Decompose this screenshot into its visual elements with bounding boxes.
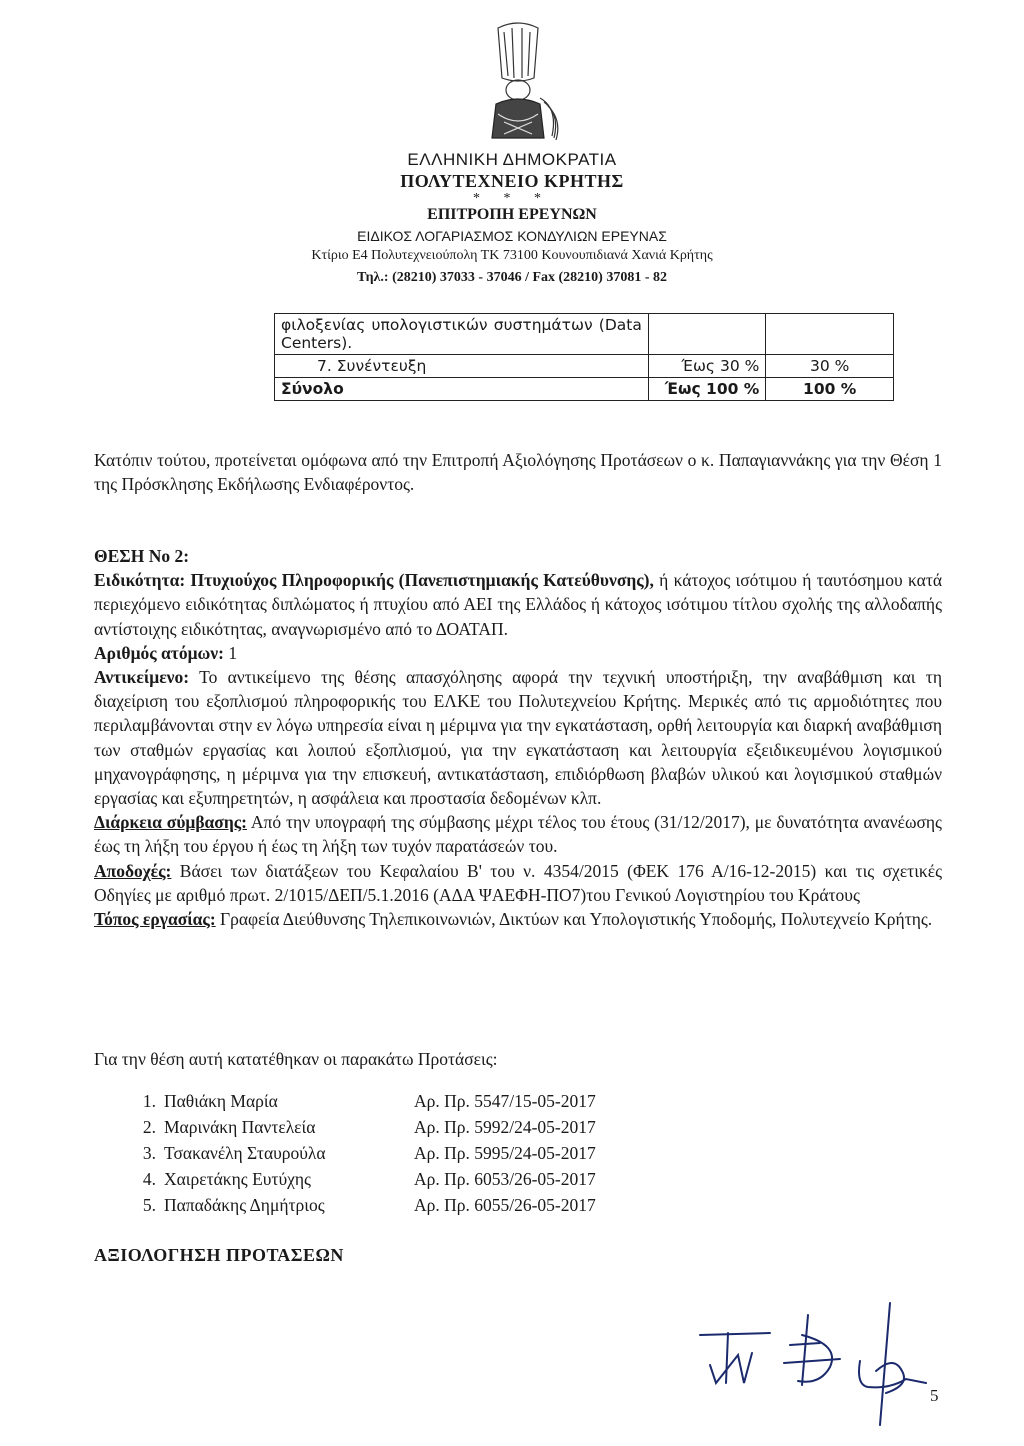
proposal-name: Τσακανέλη Σταυρούλα (164, 1143, 326, 1163)
table-cell (766, 314, 894, 355)
position-title: ΘΕΣΗ Νο 2: (94, 546, 190, 566)
table-row (275, 378, 894, 401)
proposal-name: Χαιρετάκης Ευτύχης (164, 1169, 311, 1189)
table-row (275, 355, 894, 378)
conclusion-text: Κατόπιν τούτου, προτείνεται ομόφωνα από την Επιτροπή Αξιολόγησης Προτάσεων ο κ. Παπαγιαννάκης για την Θέση 1 της Πρόσκλησης Εκδήλωσης Ενδιαφέροντος. (94, 450, 942, 495)
proposals-intro: Για την θέση αυτή κατατέθηκαν οι παρακάτω Προτάσεις: (94, 1049, 498, 1069)
table-cell: 100 % (766, 378, 894, 401)
proposal-ref: Αρ. Πρ. 6055/26-05-2017 (414, 1195, 596, 1215)
header-committee: ΕΠΙΤΡΟΠΗ ΕΡΕΥΝΩΝ (427, 206, 597, 223)
table-cell: Σύνολο (275, 378, 649, 401)
object-value: Το αντικείμενο της θέσης απασχόλησης αφορά την τεχνική υποστήριξη, την αναβάθμιση και τη διαχείριση του εξοπλισμού πληροφορικής του ΕΛΚΕ του Πολυτεχνείου Κρήτης. Μερικές από τις αρμοδιότητες που περιλαμβάνονται στην εν λόγω υπηρεσία είναι η μέριμνα για την εγκατάσταση, ορθή λειτουργία και διαρκή αναβάθμιση των σταθμών εργασίας και λοιπού εξοπλισμού, για την εγκατάσταση και λειτουργία εξειδικευμένου λογισμικού μηχανογράφησης, η μέριμνα για την επισκευή, αντικατάσταση, επιδιόρθωση βλαβών υλικού και λογισμικού σταθμών εργασίας και εξυπηρετητών, η ασφάλεια και προστασία δεδομένων κλπ. (94, 667, 942, 809)
proposal-number: 1. (142, 1091, 156, 1111)
proposal-ref: Αρ. Πρ. 6053/26-05-2017 (414, 1169, 596, 1189)
object-label: Αντικείμενο: (94, 667, 190, 688)
duration-label: Διάρκεια σύμβασης: (94, 812, 247, 833)
proposal-number: 2. (142, 1117, 156, 1137)
position-block (94, 544, 942, 931)
proposal-ref: Αρ. Πρ. 5547/15-05-2017 (414, 1091, 596, 1111)
specialty-value: Πτυχιούχος Πληροφορικής (Πανεπιστημιακής Κατεύθυνσης), (190, 570, 654, 591)
proposal-name: Μαρινάκη Παντελεία (164, 1117, 316, 1137)
header-account: ΕΙΔΙΚΟΣ ΛΟΓΑΡΙΑΣΜΟΣ ΚΟΝΔΥΛΙΩΝ ΕΡΕΥΝΑΣ (357, 228, 667, 244)
proposals-intro-block (94, 1047, 942, 1071)
persons-label: Αριθμός ατόμων: (94, 642, 224, 663)
university-logo-icon (468, 18, 568, 150)
header-country: ΕΛΛΗΝΙΚΗ ΔΗΜΟΚΡΑΤΙΑ (407, 150, 617, 169)
header-phone: Τηλ.: (28210) 37033 - 37046 / Fax (28210) 37081 - 82 (356, 270, 668, 285)
scoring-table (274, 313, 894, 401)
proposal-number: 4. (142, 1169, 156, 1189)
proposal-number: 5. (142, 1195, 156, 1215)
conclusion-block (94, 448, 942, 496)
page-number: 5 (930, 1386, 939, 1405)
list-item (118, 1140, 596, 1166)
signatures-icon (680, 1275, 940, 1435)
table-cell: Έως 30 % (648, 355, 765, 378)
place-label: Τόπος εργασίας: (94, 909, 216, 930)
header-university: ΠΟΛΥΤΕΧΝΕΙΟ ΚΡΗΤΗΣ (400, 171, 624, 191)
table-cell: Έως 100 % (648, 378, 765, 401)
table-row (275, 314, 894, 355)
header-address: Κτίριο Ε4 Πολυτεχνειούπολη ΤΚ 73100 Κουνουπιδιανά Χανιά Κρήτης (311, 248, 713, 263)
list-item (118, 1192, 596, 1218)
place-value: Γραφεία Διεύθυνσης Τηλεπικοινωνιών, Δικτύων και Υπολογιστικής Υποδομής, Πολυτεχνείο Κρήτης. (220, 909, 933, 930)
list-item (118, 1114, 596, 1140)
table-cell (648, 314, 765, 355)
proposal-number: 3. (142, 1143, 156, 1163)
proposal-ref: Αρ. Πρ. 5995/24-05-2017 (414, 1143, 596, 1163)
header-stars: * * * (473, 191, 551, 206)
proposal-name: Παπαδάκης Δημήτριος (164, 1195, 325, 1215)
specialty-rest: ή κάτοχος ισότιμου ή ταυτόσημου κατά περιεχόμενο ειδικότητας διπλώματος ή πτυχίου από ΑΕΙ της Ελλάδος ή κάτοχος ισότιμου τίτλου σχολής της αλλοδαπής αντίστοιχης ειδικότητας, αναγνωρισμένο από το ΔΟΑΤΑΠ. (94, 570, 943, 639)
proposal-name: Παθιάκη Μαρία (164, 1091, 278, 1111)
proposal-ref: Αρ. Πρ. 5992/24-05-2017 (414, 1117, 596, 1137)
proposals-list (118, 1088, 596, 1218)
table-cell: 30 % (766, 355, 894, 378)
list-item (118, 1166, 596, 1192)
table-cell: 7. Συνέντευξη (275, 355, 649, 378)
duration-value: Από την υπογραφή της σύμβασης μέχρι τέλος του έτους (31/12/2017), με δυνατότητα ανανέωσης έως τη λήξη του έργου ή έως τη λήξη των τυχόν παρατάσεών του. (94, 812, 942, 857)
persons-value: 1 (228, 642, 238, 663)
specialty-label: Ειδικότητα: (94, 570, 186, 591)
pay-label: Αποδοχές: (94, 860, 172, 881)
list-item (118, 1088, 596, 1114)
evaluation-heading: ΑΞΙΟΛΟΓΗΣΗ ΠΡΟΤΑΣΕΩΝ (94, 1245, 344, 1265)
table-cell: φιλοξενίας υπολογιστικών συστημάτων (Data Centers). (275, 314, 649, 355)
pay-value: Βάσει των διατάξεων του Κεφαλαίου Β' του ν. 4354/2015 (ΦΕΚ 176 Α/16-12-2015) και τις σχετικές Οδηγίες με αριθμό πρωτ. 2/1015/ΔΕΠ/5.1.2016 (ΑΔΑ ΨΑΕΦΗ-ΠΟ7)του Γενικού Λογιστηρίου του Κράτους (94, 860, 943, 905)
